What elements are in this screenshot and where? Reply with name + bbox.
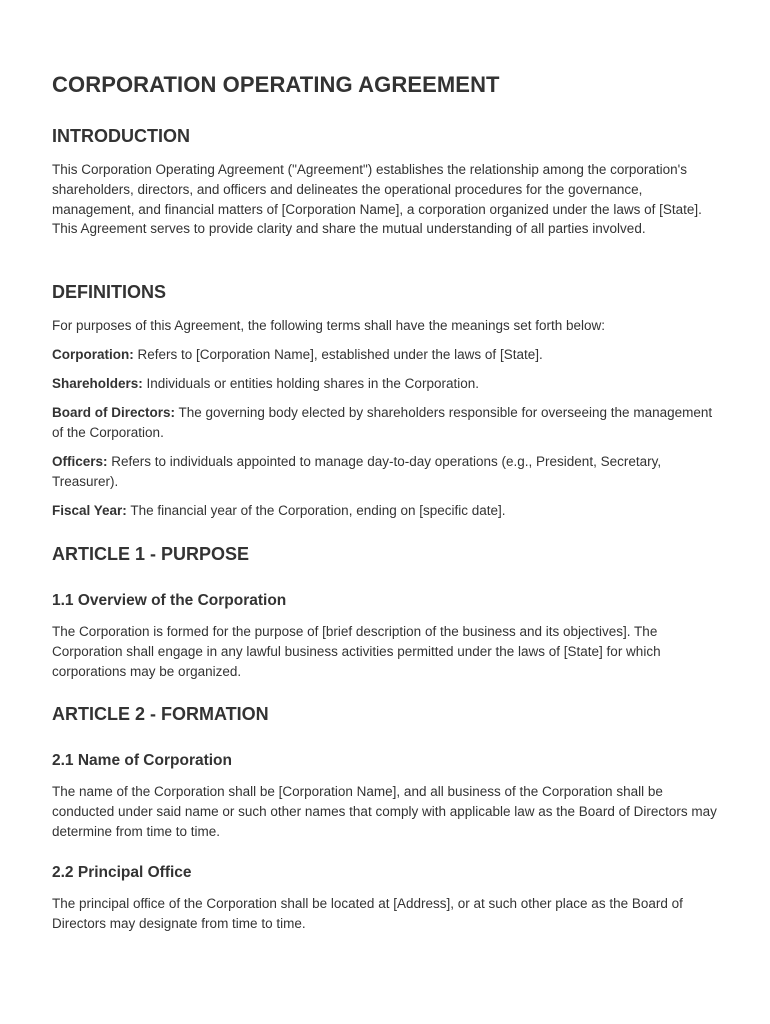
definition-item (52, 501, 724, 521)
definition-item (52, 452, 724, 492)
definition-term: Fiscal Year: (52, 503, 127, 518)
definition-term: Corporation: (52, 347, 134, 362)
definition-text: The financial year of the Corporation, ending on [specific date]. (126, 503, 506, 518)
section-1-1-body: The Corporation is formed for the purpose of [brief description of the business and its objectives]. The Corporation shall engage in any lawful business activities permitted under the laws of [State] for which corporations may be organized. (52, 624, 661, 679)
introduction-heading: INTRODUCTION (52, 126, 190, 146)
section-2-2-heading: 2.2 Principal Office (52, 864, 192, 881)
article-1-heading: ARTICLE 1 - PURPOSE (52, 544, 250, 564)
definitions-heading: DEFINITIONS (52, 282, 167, 302)
section-2-2-body: The principal office of the Corporation shall be located at [Address], or at such other place as the Board of Directors may designate from time to time. (52, 896, 683, 931)
definition-term: Officers: (52, 454, 108, 469)
definition-text: The governing body elected by shareholders responsible for overseeing the management of the Corporation. (52, 405, 713, 440)
introduction-body: This Corporation Operating Agreement ("Agreement") establishes the relationship among the corporation's shareholders, directors, and officers and delineates the operational procedures for the governance, management, and financial matters of [Corporation Name], a corporation organized under the laws of [State]. This Agreement serves to provide clarity and share the mutual understanding of all parties involved. (52, 162, 702, 237)
definition-item (52, 374, 724, 394)
article-2-heading: ARTICLE 2 - FORMATION (52, 704, 269, 724)
section-2-1-heading: 2.1 Name of Corporation (52, 752, 232, 769)
definition-text: Individuals or entities holding shares in the Corporation. (142, 376, 479, 391)
definition-term: Board of Directors: (52, 405, 176, 420)
definition-text: Refers to [Corporation Name], established under the laws of [State]. (133, 347, 543, 362)
section-2-1-body: The name of the Corporation shall be [Corporation Name], and all business of the Corporation shall be conducted under said name or such other names that comply with applicable law as the Board of Directors may determine from time to time. (52, 784, 717, 839)
document-title: CORPORATION OPERATING AGREEMENT (52, 72, 500, 97)
definition-term: Shareholders: (52, 376, 143, 391)
definition-item (52, 403, 724, 443)
definition-item (52, 345, 724, 365)
definitions-intro: For purposes of this Agreement, the following terms shall have the meanings set forth below: (52, 318, 606, 333)
section-1-1-heading: 1.1 Overview of the Corporation (52, 592, 287, 609)
definition-text: Refers to individuals appointed to manage day-to-day operations (e.g., President, Secretary, Treasurer). (52, 454, 662, 489)
